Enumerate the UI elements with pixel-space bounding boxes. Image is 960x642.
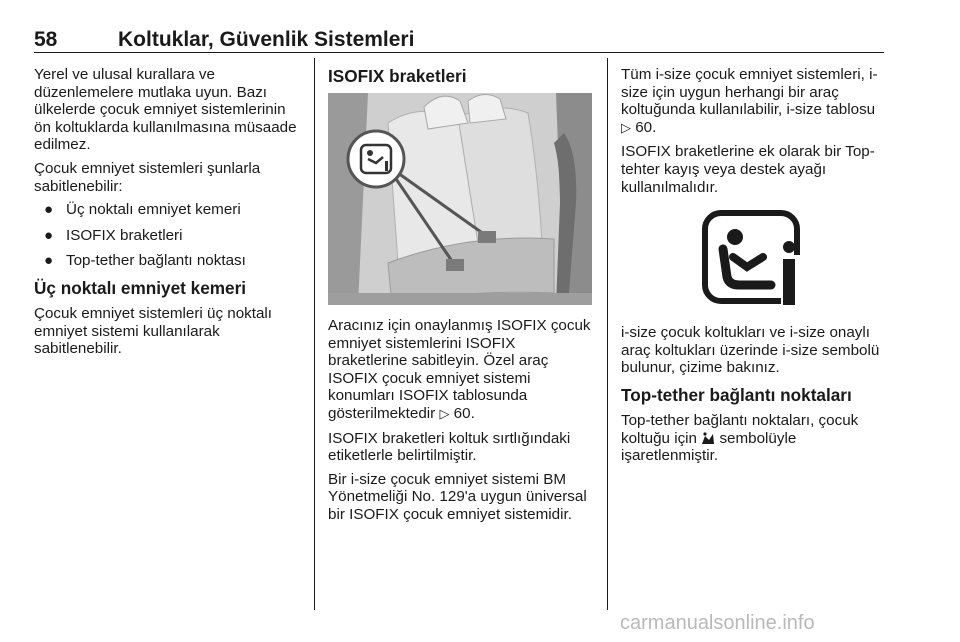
- bullet-list: [34, 201, 300, 270]
- column-3: [621, 66, 887, 471]
- page-header: [34, 22, 884, 53]
- column-1: [34, 66, 300, 364]
- i-size-icon: [701, 209, 805, 309]
- bullet-icon: ●: [44, 201, 54, 219]
- paragraph: i-size çocuk koltukları ve i-size onaylı araç koltukları üzerinde i-size sembolü bulunur, çizime bakınız.: [621, 324, 880, 377]
- list-item: ● Üç noktalı emniyet kemeri: [44, 201, 241, 219]
- section-heading: Üç noktalı emniyet kemeri: [34, 277, 247, 298]
- rear-seat-isofix-photo: [328, 93, 592, 305]
- paragraph: Top-tether bağlantı noktaları, çocuk koltuğu için sembolüyle işaretlenmiştir.: [621, 411, 859, 465]
- bullet-icon: ●: [44, 226, 54, 244]
- column-divider: [314, 58, 315, 610]
- page-reference: 60.: [635, 118, 657, 136]
- paragraph: Yerel ve ulusal kurallara ve düzenlemelere mutlaka uyun. Bazı ülkelerde çocuk emniyet sistemlerinin ön koltuklarda kullanılmasına müsaade edilmez.: [34, 66, 297, 154]
- paragraph: Çocuk emniyet sistemleri şunlarla sabitlenebilir:: [34, 159, 261, 195]
- paragraph: ISOFIX braketleri koltuk sırtlığındaki etiketlerle belirtilmiştir.: [328, 429, 571, 465]
- top-tether-icon: [701, 432, 715, 445]
- paragraph: Bir i-size çocuk emniyet sistemi BM Yönetmeliği No. 129'a uygun üniversal bir ISOFIX çocuk emniyet sistemidir.: [328, 470, 587, 523]
- bullet-icon: ●: [44, 252, 54, 270]
- page-reference: 60.: [453, 404, 475, 422]
- paragraph: Aracınız için onaylanmış ISOFIX çocuk emniyet sistemlerini ISOFIX braketlerine sabitleyin. Özel araç ISOFIX çocuk emniyet sistemi konumları ISOFIX tablosunda gösterilmektedir ▷ 60.: [328, 317, 591, 422]
- list-item: ● Top-tether bağlantı noktası: [44, 252, 246, 270]
- list-item: ● ISOFIX braketleri: [44, 226, 183, 244]
- column-divider: [607, 58, 608, 610]
- section-heading: ISOFIX braketleri: [328, 66, 467, 86]
- section-heading: Top-tether bağlantı noktaları: [621, 384, 852, 405]
- paragraph: Çocuk emniyet sistemleri üç noktalı emniyet sistemi kullanılarak sabitlenebilir.: [34, 304, 273, 358]
- watermark: carmanualsonline.info: [620, 612, 815, 634]
- page-number: 58: [34, 28, 58, 51]
- reference-arrow-icon: ▷: [621, 120, 631, 136]
- column-2: [328, 66, 594, 530]
- paragraph: Tüm i-size çocuk emniyet sistemleri, i-size için uygun herhangi bir araç koltuğunda kullanılabilir, i-size tablosu ▷ 60.: [621, 66, 878, 136]
- reference-arrow-icon: ▷: [439, 406, 450, 422]
- page-title: Koltuklar, Güvenlik Sistemleri: [118, 28, 415, 51]
- paragraph: ISOFIX braketlerine ek olarak bir Top-tehter kayış veya destek ayağı kullanılmalıdır.: [621, 143, 875, 196]
- i-size-symbol-figure: [621, 206, 885, 312]
